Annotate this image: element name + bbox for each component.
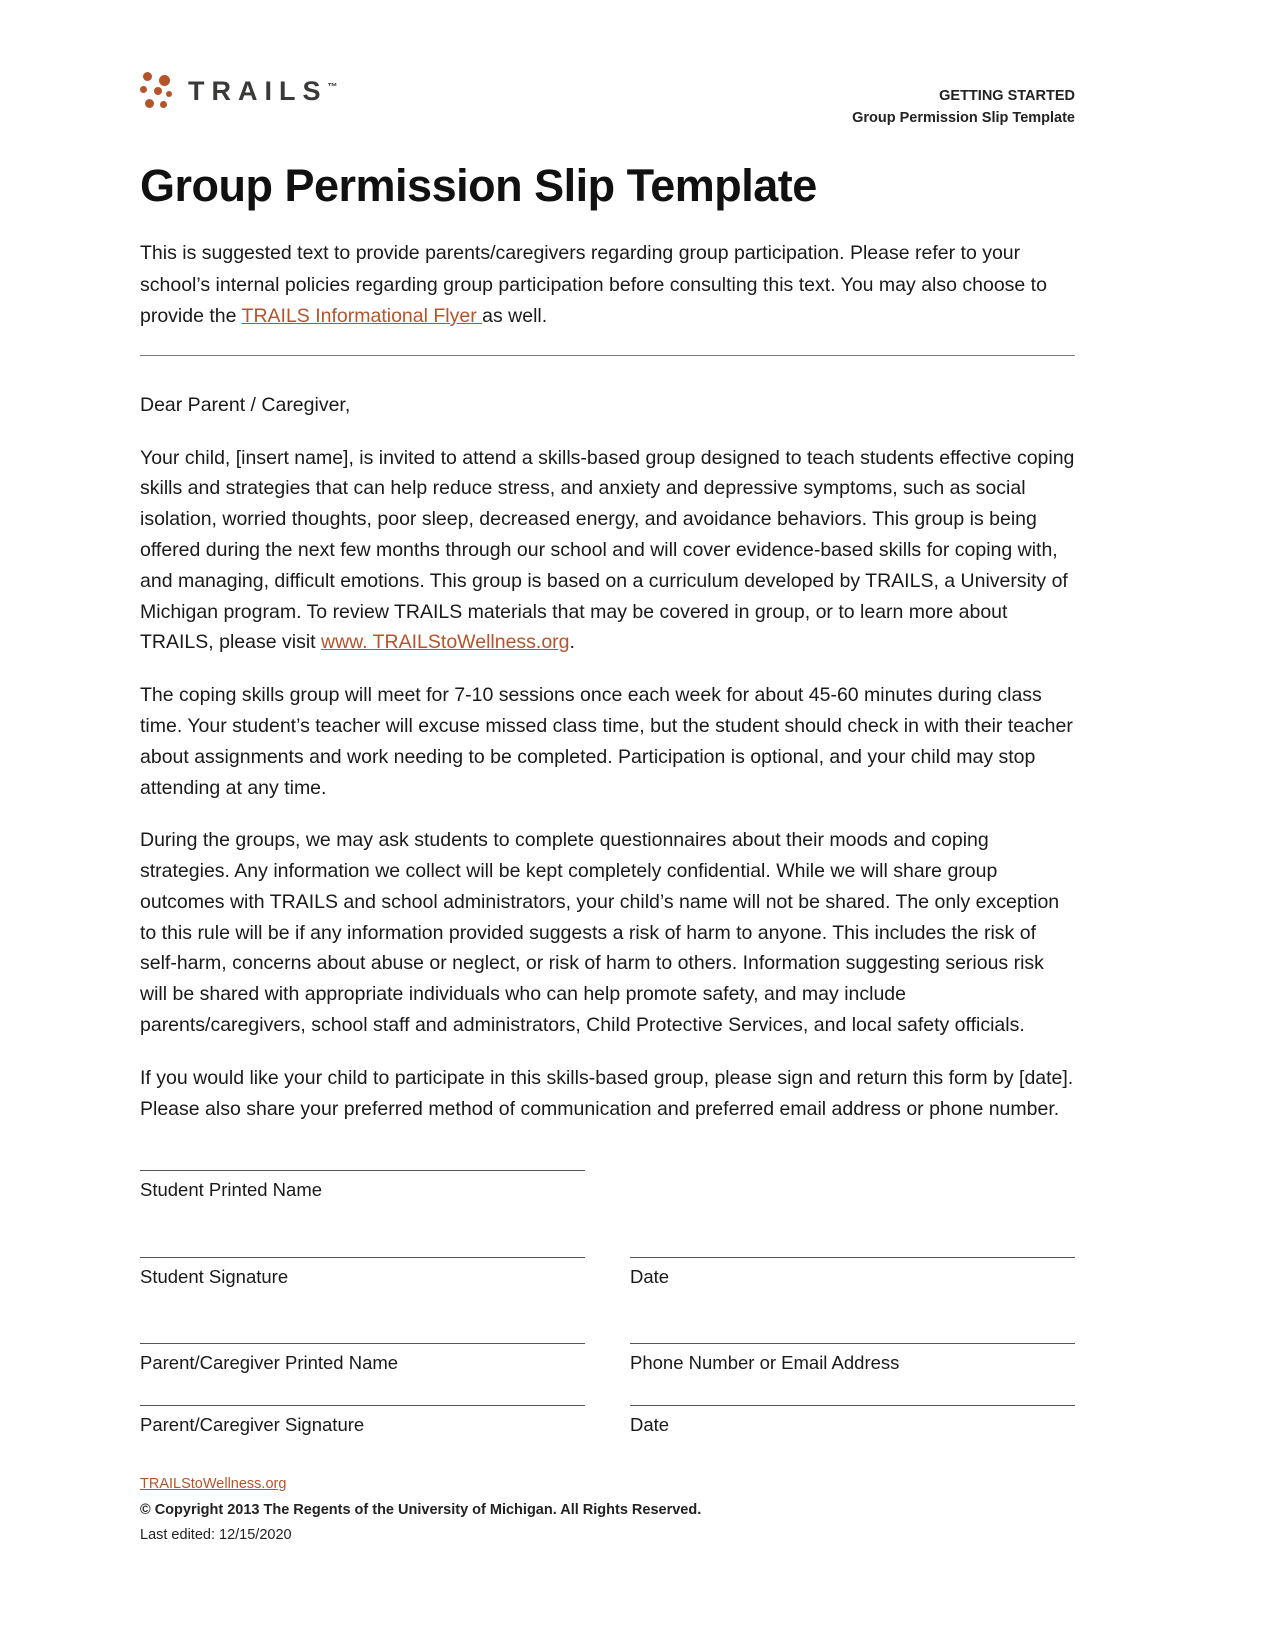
body-paragraph-1-end: . — [569, 631, 575, 654]
body-paragraph-3: During the groups, we may ask students to complete questionnaires about their moods and coping strategies. Any information we collect will be kept completely confidential. While we will share group outcomes with TRAILS and school administrators, your child’s name will not be shared. The only exception to this rule will be if any information provided suggests a risk of harm to anyone. This includes the risk of self-harm, concerns about abuse or neglect, or risk of harm to others. Information suggesting serious risk will be shared with appropriate individuals who can help promote safety, and may include parents/caregivers, school staff and administrators, Child Protective Services, and local safety officials. — [140, 829, 1060, 1037]
intro-text-part1: This is suggested text to provide parents/caregivers regarding group participation. Please refer to your school’s internal policies regarding group participation before consulting this text. You may also choose to provide the — [140, 242, 1047, 328]
body-paragraph-1-text: Your child, [insert name], is invited to attend a skills-based group designed to teach students effective coping skills and strategies that can help reduce stress, and anxiety and depressive symptoms, such as social isolation, worried thoughts, poor sleep, decreased energy, and avoidance behaviors. This group is being offered during the next few months through our school and will cover evidence-based skills for coping with, and managing, difficult emotions. This group is based on a curriculum developed by TRAILS, a University of Michigan program. To review TRAILS materials that may be covered in group, or to learn more about TRAILS, please visit — [140, 446, 1075, 654]
signature-row — [140, 1257, 1075, 1289]
signature-line — [140, 1405, 585, 1406]
field-label: Student Signature — [140, 1265, 289, 1287]
spacer — [140, 1233, 1075, 1257]
empty-field — [630, 1170, 1075, 1202]
signature-block — [140, 1170, 1075, 1436]
last-edited-date: Last edited: 12/15/2020 — [140, 1526, 292, 1543]
header-meta — [852, 86, 1075, 130]
trails-dots-icon — [140, 72, 176, 110]
trails-informational-flyer-link[interactable]: TRAILS Informational Flyer — [241, 305, 483, 328]
signature-row — [140, 1343, 1075, 1375]
letter-body — [140, 390, 1075, 1125]
signature-line — [140, 1170, 585, 1171]
student-printed-name-field[interactable] — [140, 1170, 585, 1202]
trailstowellness-link[interactable]: TRAILStoWellness.org — [372, 631, 570, 654]
trails-logo — [140, 72, 338, 110]
www-link[interactable]: www. — [320, 631, 373, 654]
signature-line — [140, 1257, 585, 1258]
logo-wordmark — [188, 76, 338, 107]
field-label: Parent/Caregiver Signature — [140, 1413, 365, 1435]
parent-printed-name-field[interactable] — [140, 1343, 585, 1375]
document-footer — [140, 1475, 1075, 1543]
header-doc-label: Group Permission Slip Template — [852, 109, 1075, 126]
horizontal-divider — [140, 355, 1075, 356]
parent-signature-date-field[interactable] — [630, 1405, 1075, 1437]
signature-line — [630, 1405, 1075, 1406]
page-title: Group Permission Slip Template — [140, 160, 817, 211]
field-label: Student Printed Name — [140, 1179, 323, 1201]
intro-paragraph — [140, 238, 1075, 333]
phone-or-email-field[interactable] — [630, 1343, 1075, 1375]
document-header — [140, 72, 1075, 142]
header-eyebrow: GETTING STARTED — [939, 88, 1075, 104]
logo-wordmark-text: TRAILS — [188, 75, 328, 106]
copyright-notice: © Copyright 2013 The Regents of the University of Michigan. All Rights Reserved. — [140, 1501, 702, 1518]
body-paragraph-2: The coping skills group will meet for 7-10 sessions once each week for about 45-60 minutes during class time. Your student’s teacher will excuse missed class time, but the student should check in with their teacher about assignments and work needing to be completed. Participation is optional, and your child may stop attending at any time. — [140, 684, 1073, 799]
field-label: Phone Number or Email Address — [630, 1351, 900, 1373]
student-signature-field[interactable] — [140, 1257, 585, 1289]
body-paragraph-4: If you would like your child to participate in this skills-based group, please sign and return this form by [date]. Please also share your preferred method of communication and preferred email address or phone number. — [140, 1066, 1074, 1120]
student-signature-date-field[interactable] — [630, 1257, 1075, 1289]
salutation: Dear Parent / Caregiver, — [140, 393, 351, 416]
trademark-symbol: ™ — [327, 81, 338, 93]
document-content — [140, 0, 1075, 1543]
signature-line — [630, 1257, 1075, 1258]
footer-website-link[interactable]: TRAILStoWellness.org — [140, 1475, 287, 1492]
spacer — [140, 1319, 1075, 1343]
field-label: Parent/Caregiver Printed Name — [140, 1351, 399, 1373]
intro-text-part2: as well. — [482, 305, 548, 328]
body-paragraph-1 — [140, 443, 1075, 659]
field-label: Date — [630, 1413, 670, 1435]
signature-line — [140, 1343, 585, 1344]
parent-signature-field[interactable] — [140, 1405, 585, 1437]
signature-row — [140, 1405, 1075, 1437]
field-label: Date — [630, 1265, 670, 1287]
signature-line — [630, 1343, 1075, 1344]
signature-row — [140, 1170, 1075, 1202]
